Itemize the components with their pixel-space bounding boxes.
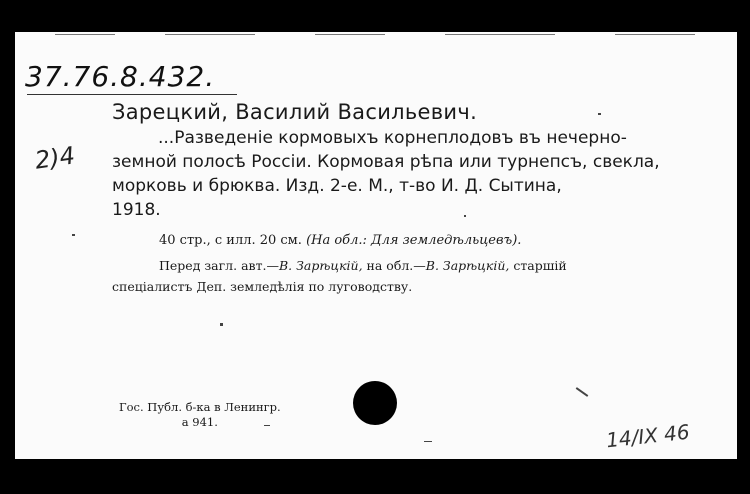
author-heading: Зарецкий, Василий Васильевич. — [112, 100, 478, 124]
note-italic: В. Зарѣцкій, — [278, 258, 363, 273]
collation-plain: 40 стр., с илл. 20 см. — [159, 233, 307, 248]
punch-hole — [353, 381, 397, 425]
collation-italic: (На обл.: Для земледѣльцевъ). — [306, 233, 522, 248]
scan-mark — [55, 34, 115, 35]
note-text: на обл.— — [362, 258, 426, 273]
speck — [598, 113, 601, 115]
note-text: старшій — [509, 258, 567, 273]
stamp-line: а 941. — [181, 415, 218, 429]
title-line: земной полосѣ Россіи. Кормовая рѣпа или турнепсъ, свекла, — [112, 152, 660, 172]
speck — [424, 441, 432, 442]
corner-note: 14/IX 46 — [604, 419, 691, 453]
margin-note: 2)4 — [33, 141, 77, 175]
speck — [264, 425, 270, 426]
scan-mark — [315, 34, 385, 35]
note-line: спеціалистъ Деп. земледѣлія по луговодству. — [112, 279, 413, 294]
collation — [159, 233, 521, 248]
catalog-card — [15, 32, 737, 459]
bibliographic-note — [112, 255, 712, 297]
speck — [576, 387, 589, 397]
title-line: ...Разведеніе кормовыхъ корнеплодовъ въ нечерно- — [158, 128, 627, 148]
call-number: 37.76.8.432. — [25, 60, 216, 93]
title-statement — [112, 126, 712, 222]
scan-mark — [615, 34, 695, 35]
call-number-underline — [27, 94, 237, 95]
scan-mark — [165, 34, 255, 35]
note-line — [112, 255, 712, 276]
scan-mark — [445, 34, 555, 35]
note-italic: В. Зарѣцкій, — [425, 258, 510, 273]
library-stamp — [119, 400, 281, 430]
speck — [464, 215, 466, 217]
speck — [220, 323, 223, 326]
title-line: 1918. — [112, 200, 161, 220]
title-line: морковь и брюква. Изд. 2-е. М., т-во И. Д. Сытина, — [112, 176, 562, 196]
note-text: Перед загл. авт.— — [159, 258, 279, 273]
stamp-line: Гос. Публ. б-ка в Ленингр. — [119, 400, 281, 414]
speck — [72, 234, 75, 236]
